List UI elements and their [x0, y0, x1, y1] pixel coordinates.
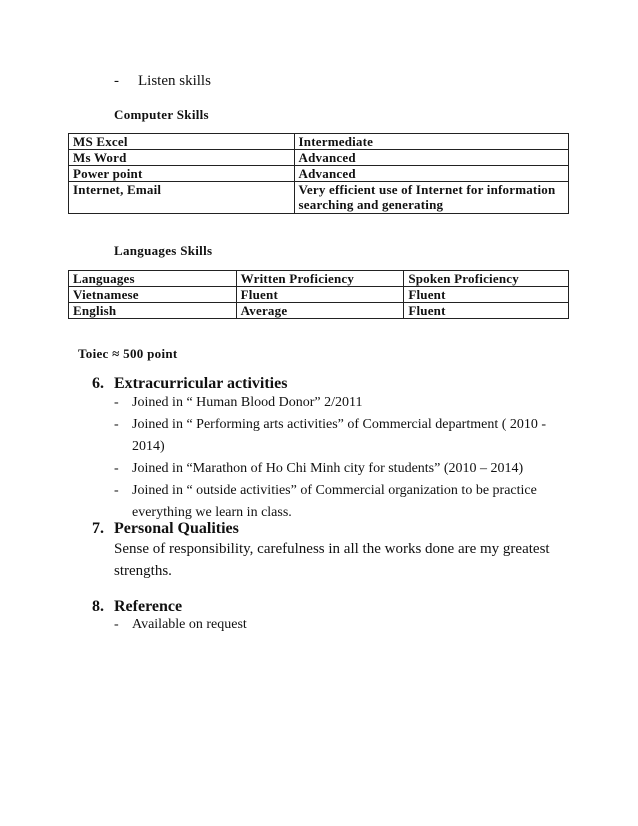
table-row: [69, 303, 569, 319]
table-row: [69, 166, 569, 182]
listen-skills-item: [114, 73, 211, 90]
written-cell: Average: [236, 303, 404, 319]
list-item: - Joined in “ Performing arts activities” of Commercial department ( 2010 - 2014): [114, 414, 554, 458]
level-cell: Advanced: [294, 150, 568, 166]
section-title-text: Personal Qualities: [114, 520, 239, 537]
skill-cell: Power point: [69, 166, 295, 182]
computer-skills-heading: Computer Skills: [114, 107, 209, 122]
personal-qualities-text: Sense of responsibility, carefulness in all the works done are my greatest strengths.: [114, 541, 550, 579]
list-item: - Joined in “Marathon of Ho Chi Minh city for students” (2010 – 2014): [114, 458, 554, 480]
table-row: [69, 182, 569, 214]
section-title-text: Reference: [114, 598, 183, 615]
dash-marker: -: [114, 73, 119, 89]
table-row: [69, 287, 569, 303]
list-item-text: Joined in “ Performing arts activities” of Commercial department ( 2010 - 2014): [132, 417, 547, 454]
language-cell: Vietnamese: [69, 287, 237, 303]
toiec-score: Toiec ≈ 500 point: [78, 346, 178, 361]
header-cell: Languages: [69, 271, 237, 287]
section-number: 6.: [92, 375, 104, 392]
table-row: [69, 150, 569, 166]
spoken-cell: Fluent: [404, 287, 569, 303]
skill-cell: MS Excel: [69, 134, 295, 150]
list-item-text: Available on request: [132, 617, 247, 632]
list-item-text: Joined in “ outside activities” of Commercial organization to be practice everything we learn in class.: [132, 483, 537, 520]
header-cell: Spoken Proficiency: [404, 271, 569, 287]
level-cell: Intermediate: [294, 134, 568, 150]
extracurricular-list: [114, 392, 554, 524]
list-item: - Joined in “ outside activities” of Commercial organization to be practice everything we learn in class.: [114, 480, 554, 524]
list-item: - Available on request: [114, 614, 554, 636]
computer-skills-table: [68, 133, 569, 214]
list-item-text: Joined in “ Human Blood Donor” 2/2011: [132, 395, 363, 410]
language-cell: English: [69, 303, 237, 319]
list-item: - Joined in “ Human Blood Donor” 2/2011: [114, 392, 554, 414]
header-cell: Written Proficiency: [236, 271, 404, 287]
written-cell: Fluent: [236, 287, 404, 303]
spoken-cell: Fluent: [404, 303, 569, 319]
languages-table: [68, 270, 569, 319]
level-cell: Advanced: [294, 166, 568, 182]
skill-cell: Ms Word: [69, 150, 295, 166]
level-cell: Very efficient use of Internet for information searching and generating: [294, 182, 568, 214]
extracurricular-title: [92, 375, 287, 393]
section-number: 8.: [92, 598, 104, 615]
list-item-text: Joined in “Marathon of Ho Chi Minh city for students” (2010 – 2014): [132, 461, 524, 476]
languages-skills-heading: Languages Skills: [114, 243, 213, 258]
personal-qualities-title: [92, 520, 239, 538]
section-title-text: Extracurricular activities: [114, 375, 288, 392]
listen-skills-text: Listen skills: [138, 73, 211, 89]
skill-cell: Internet, Email: [69, 182, 295, 214]
table-row: [69, 134, 569, 150]
section-number: 7.: [92, 520, 104, 537]
table-header-row: [69, 271, 569, 287]
reference-list: [114, 614, 554, 636]
